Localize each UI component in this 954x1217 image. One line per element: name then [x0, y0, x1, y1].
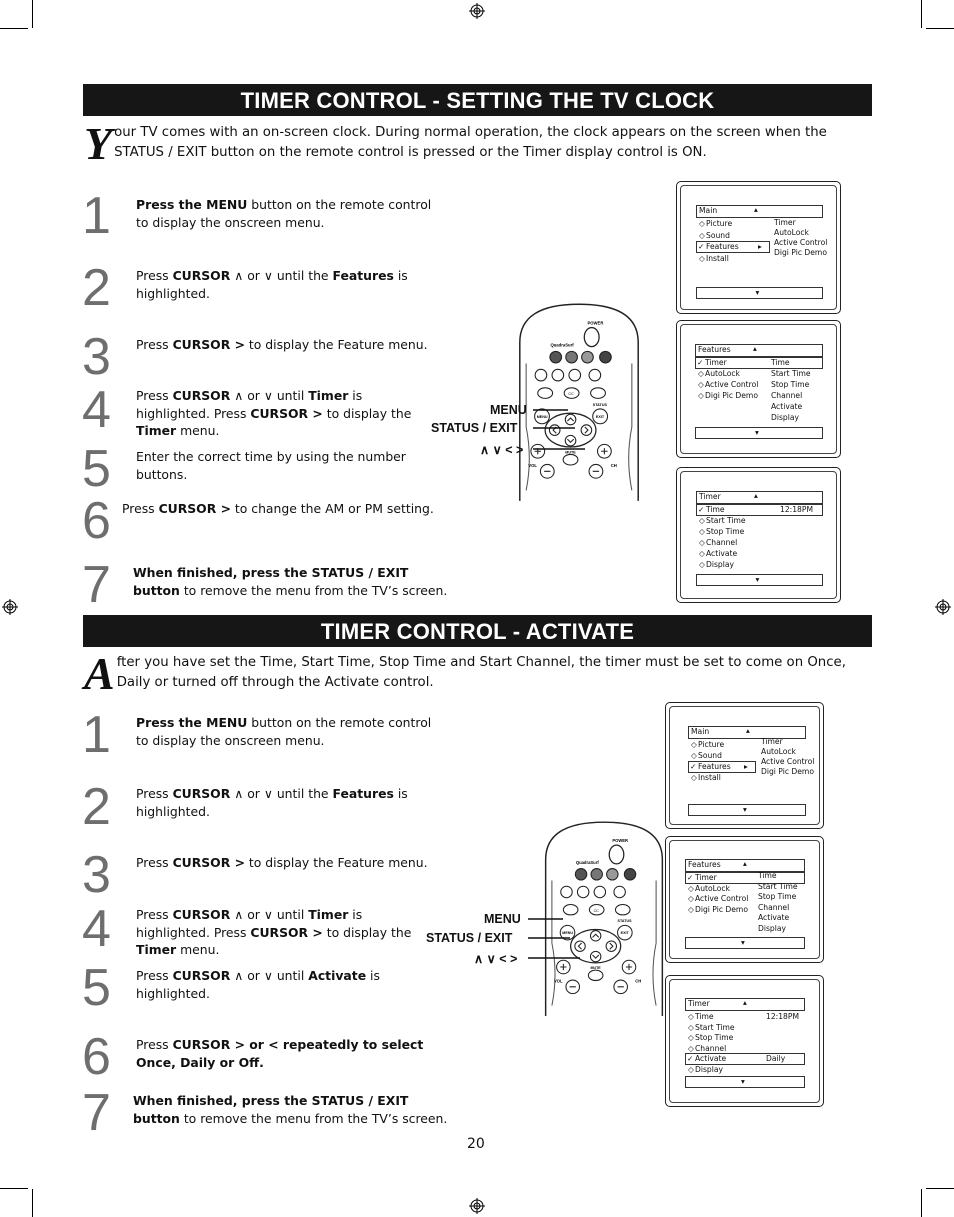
function-button [552, 369, 564, 381]
menu-item: Start Time [695, 1022, 735, 1032]
tv-screen-timer1 [676, 467, 841, 603]
menu-item: Features [706, 242, 739, 251]
scroll-down-icon: ▾ [741, 1077, 745, 1086]
scroll-up-icon: ▴ [754, 205, 758, 214]
step-text [136, 196, 441, 231]
step-text-part: to change the AM or PM setting. [230, 501, 434, 516]
step-number: 1 [82, 187, 111, 245]
bullet-icon: ◇ [699, 538, 705, 547]
ch-label: CH [610, 463, 617, 469]
step-text-part: is highlighted. Press [136, 388, 363, 421]
submenu-arrow-icon: ▸ [744, 762, 748, 771]
step-text [136, 967, 421, 1002]
crop-mark [926, 28, 954, 29]
scroll-down-icon: ▾ [755, 575, 760, 584]
menu-item: Display [695, 1065, 723, 1074]
menu-header: Features [698, 345, 731, 354]
function-button [535, 369, 547, 381]
menu-header: Main [691, 727, 710, 736]
step-text-part: Press [136, 268, 173, 283]
bullet-icon: ◇ [688, 1065, 694, 1074]
step-text-part: to display the [322, 924, 412, 940]
step-text-part: Timer [136, 423, 177, 438]
step-text-part: Timer [136, 942, 177, 957]
submenu-item: Channel [771, 391, 803, 400]
step-text [136, 387, 421, 440]
step-text [136, 714, 441, 749]
function-button [577, 886, 588, 897]
menu-item: AutoLock [695, 883, 730, 893]
submenu-item: Channel [758, 902, 790, 912]
mute-button [588, 970, 603, 980]
menu-item: Timer [705, 358, 727, 367]
menu-item: Time [706, 505, 725, 514]
crop-mark [32, 0, 33, 28]
menu-header: Features [688, 860, 721, 869]
menu-footer-bar [688, 804, 806, 816]
bullet-icon: ◇ [699, 549, 705, 558]
menu-item: Install [698, 773, 721, 782]
bullet-icon: ◇ [699, 253, 705, 263]
submenu-item: Stop Time [771, 380, 810, 389]
step-number: 6 [82, 492, 111, 550]
remote-body [520, 304, 638, 501]
submenu-item: AutoLock [761, 747, 796, 756]
registration-mark-icon [469, 3, 485, 19]
step-number: 5 [82, 959, 111, 1017]
registration-mark-icon [2, 599, 18, 615]
cursor-button [581, 425, 592, 436]
tv-screen-timer2 [665, 975, 824, 1107]
step-number: 7 [82, 556, 111, 614]
section-title-activate: TIMER CONTROL - ACTIVATE [83, 615, 872, 647]
step-text-part: Press [136, 337, 173, 352]
check-icon: ✓ [698, 505, 705, 514]
vol-label: VOL [553, 978, 563, 984]
step-text-part: Press [136, 907, 173, 922]
registration-mark-icon [469, 1198, 485, 1214]
step-text-part: ∧ or ∨ until [230, 907, 309, 922]
submenu-item: Active Control [774, 238, 828, 247]
menu-value: 12:18PM [780, 505, 814, 514]
step-number: 2 [82, 259, 111, 317]
step-text-part: Activate [308, 968, 367, 983]
menu-item: Features [698, 762, 731, 771]
crop-mark [32, 1189, 33, 1217]
crop-mark [926, 1188, 954, 1189]
color-button [575, 869, 586, 880]
crop-mark [0, 1188, 28, 1189]
menu-item: Stop Time [706, 527, 745, 536]
registration-mark-icon [935, 599, 951, 615]
step-text-part: is highlighted. [136, 786, 408, 819]
step-text-part: ∧ or ∨ until the [230, 786, 333, 801]
bullet-icon: ◇ [691, 740, 697, 749]
bullet-icon: ◇ [699, 219, 705, 228]
status-label: STATUS [617, 919, 632, 924]
menu-footer-bar [685, 937, 805, 949]
callout-status-exit: STATUS / EXIT [426, 931, 513, 945]
cursor-button [606, 941, 616, 951]
function-button [594, 886, 605, 897]
menu-item: Digi Pic Demo [695, 905, 748, 915]
step-text [136, 906, 421, 959]
color-button [591, 869, 602, 880]
menu-item: Stop Time [695, 1033, 734, 1043]
step-text-part: CURSOR [172, 786, 231, 801]
step-text-part: is highlighted. [136, 268, 408, 301]
cursor-button [575, 941, 585, 951]
crop-mark [921, 0, 922, 28]
step-text-part: Press [136, 855, 173, 870]
scroll-up-icon: ▴ [746, 726, 750, 735]
step-text-part: Press [136, 968, 173, 983]
menu-header: Timer [688, 999, 710, 1008]
scroll-down-icon: ▾ [755, 288, 760, 297]
callout-cursor: ∧ ∨ < > [474, 952, 518, 966]
menu-item: Install [706, 253, 729, 263]
menu-footer-bar [695, 427, 823, 439]
step-text-part: Timer [308, 388, 349, 403]
bullet-icon: ◇ [691, 773, 697, 782]
menu-item: Display [706, 560, 734, 569]
step-text-part: button on the remote control to display the onscreen menu. [136, 197, 432, 230]
menu-item: Activate [706, 549, 738, 558]
step-text-part: to display the Feature menu. [244, 855, 428, 870]
menu-value: Daily [766, 1054, 786, 1064]
step-text-part: to display the [322, 405, 412, 421]
bullet-icon: ◇ [691, 751, 697, 760]
menu-item: Activate [695, 1054, 727, 1064]
menu-item: Timer [695, 873, 717, 882]
menu-item: Picture [698, 740, 725, 749]
menu-item: Active Control [695, 894, 749, 904]
step-number: 7 [82, 1084, 111, 1142]
scroll-up-icon: ▴ [743, 998, 747, 1007]
step-text-part: CURSOR [172, 388, 231, 403]
step-text-part: Press the MENU [136, 197, 248, 212]
step-text-part: Press [136, 1037, 173, 1052]
callout-menu: MENU [490, 403, 527, 417]
menu-footer-bar [696, 287, 823, 299]
step-text [136, 267, 426, 302]
submenu-item: Activate [771, 402, 803, 411]
callout-menu: MENU [484, 912, 521, 926]
step-text-part: ∧ or ∨ until the [230, 268, 333, 283]
bullet-icon: ◇ [688, 1043, 694, 1053]
bullet-icon: ◇ [688, 894, 694, 904]
step-text-part: Enter the correct time by using the number buttons. [136, 449, 406, 482]
step-text-part: Press [122, 501, 159, 516]
remote-body [546, 822, 663, 1016]
submenu-item: Stop Time [758, 892, 797, 901]
step-text-part: is highlighted. Press [136, 907, 363, 940]
step-text-part: to remove the menu from the TV’s screen. [179, 1110, 448, 1126]
function-button [591, 388, 606, 399]
submenu-item: Time [758, 871, 777, 880]
intro-text: our TV comes with an on-screen clock. During normal operation, the clock appears on the screen when the STATUS / EXIT button on the remote control is pressed or the Timer display control is ON. [114, 125, 827, 160]
remote-control [505, 300, 653, 501]
ch-label: CH [635, 978, 642, 984]
cursor-button [565, 435, 576, 446]
bullet-icon: ◇ [688, 1022, 694, 1032]
menu-item: Active Control [705, 380, 759, 389]
step-number: 3 [82, 846, 111, 904]
step-text-part: Press [136, 388, 173, 403]
bullet-icon: ◇ [698, 369, 704, 378]
tv-screen-main [665, 702, 824, 829]
bullet-icon: ◇ [698, 391, 704, 400]
cursor-button [565, 414, 576, 425]
step-text [136, 785, 426, 820]
step-text-part: to display the Feature menu. [244, 337, 428, 352]
submenu-item: Display [771, 413, 799, 422]
menu-footer-bar [696, 574, 823, 586]
menu-item: Channel [706, 538, 738, 547]
scroll-up-icon: ▴ [754, 491, 758, 500]
menu-header: Main [699, 206, 718, 215]
submenu-item: Timer [774, 218, 796, 227]
cursor-button [549, 425, 560, 436]
submenu-item: Start Time [758, 881, 798, 891]
step-text-part: CURSOR [172, 968, 231, 983]
color-button [566, 351, 578, 363]
exit-button-label: EXIT [620, 931, 629, 936]
menu-item: Picture [706, 219, 733, 228]
intro-activate [84, 648, 876, 699]
step-text-part: is highlighted. [136, 968, 380, 1001]
step-number: 5 [82, 440, 111, 498]
function-button [569, 369, 581, 381]
cc-label: CC [568, 392, 574, 397]
exit-button-label: EXIT [595, 414, 605, 419]
step-text [136, 336, 436, 354]
menu-item: Start Time [706, 516, 746, 525]
step-number: 2 [82, 778, 111, 836]
scroll-up-icon: ▴ [743, 859, 747, 868]
scroll-down-icon: ▾ [741, 938, 745, 947]
bullet-icon: ◇ [688, 1012, 694, 1021]
scroll-up-icon: ▴ [753, 344, 757, 353]
menu-button-label: MENU [536, 414, 548, 419]
menu-item: AutoLock [705, 369, 740, 378]
step-text-part: CURSOR > [158, 501, 231, 516]
bullet-icon: ◇ [688, 905, 694, 915]
step-text [136, 448, 456, 483]
bullet-icon: ◇ [688, 883, 694, 893]
step-text-part: Press [136, 786, 173, 801]
submenu-item: AutoLock [774, 228, 809, 237]
menu-button-label: MENU [562, 931, 574, 936]
step-text-part: Press the MENU [136, 715, 248, 730]
step-number: 4 [82, 900, 111, 958]
step-number: 6 [82, 1028, 111, 1086]
function-button [589, 369, 601, 381]
intro-text: fter you have set the Time, Start Time, Stop Time and Start Channel, the timer must be set to come on Once, Daily or turned off through the Activate control. [116, 655, 846, 690]
tv-screen-main [676, 181, 841, 314]
bullet-icon: ◇ [699, 230, 705, 240]
step-text-part: CURSOR > [172, 337, 245, 352]
step-text [133, 1092, 448, 1127]
submenu-item: Start Time [771, 369, 811, 378]
bullet-icon: ◇ [699, 516, 705, 525]
step-text-part: CURSOR [172, 268, 231, 283]
menu-item: Digi Pic Demo [705, 391, 758, 400]
power-label: POWER [612, 837, 629, 843]
bullet-icon: ◇ [698, 380, 704, 389]
scroll-down-icon: ▾ [755, 428, 759, 437]
step-text [122, 500, 442, 518]
color-button [582, 351, 594, 363]
tv-screen-features [665, 836, 824, 963]
mute-label: MUTE [590, 966, 601, 971]
menu-item: Sound [698, 751, 722, 760]
step-text-part: Features [332, 786, 394, 801]
step-number: 3 [82, 328, 111, 386]
color-button [550, 351, 562, 363]
callout-status-exit: STATUS / EXIT [431, 421, 518, 435]
crop-mark [921, 1189, 922, 1217]
power-label: POWER [587, 320, 604, 326]
color-button [607, 869, 618, 880]
remote-control [531, 818, 677, 1016]
menu-item: Sound [706, 230, 730, 240]
submenu-item: Digi Pic Demo [774, 248, 827, 257]
function-button [614, 886, 625, 897]
mute-button [563, 454, 578, 465]
step-text-part: CURSOR > [172, 855, 245, 870]
submenu-item: Time [771, 358, 790, 367]
cc-label: CC [593, 908, 599, 913]
step-text-part: to remove the menu from the TV’s screen. [179, 582, 448, 598]
step-text-part: When finished, press the STATUS / EXIT button [133, 565, 409, 598]
vol-label: VOL [528, 463, 537, 469]
menu-item: Channel [695, 1043, 727, 1053]
function-button [561, 886, 572, 897]
step-text-part: Features [332, 268, 394, 283]
color-button [600, 351, 612, 363]
step-text-part: ∧ or ∨ until [230, 388, 309, 403]
step-text-part: Timer [308, 907, 349, 922]
drop-cap: A [84, 648, 115, 699]
step-text [133, 564, 448, 599]
menu-footer-bar [685, 1076, 805, 1088]
menu-value: 12:18PM [766, 1012, 800, 1021]
brand-label: QuadraSurf [550, 342, 574, 348]
step-text-part: CURSOR [172, 907, 231, 922]
brand-label: QuadraSurf [575, 859, 599, 865]
check-icon: ✓ [687, 873, 694, 882]
submenu-item: Activate [758, 913, 790, 922]
check-icon: ✓ [687, 1054, 694, 1064]
submenu-item: Digi Pic Demo [761, 767, 814, 776]
submenu-item: Active Control [761, 757, 815, 766]
submenu-item: Timer [761, 737, 783, 746]
crop-mark [0, 28, 28, 29]
scroll-down-icon: ▾ [743, 805, 747, 814]
status-label: STATUS [592, 402, 607, 407]
bullet-icon: ◇ [699, 560, 705, 569]
step-text [136, 854, 436, 872]
color-button [624, 869, 635, 880]
function-button [563, 904, 578, 914]
tv-screen-features [676, 320, 841, 458]
page-number: 20 [467, 1136, 485, 1152]
drop-cap: Y [84, 118, 113, 169]
submenu-item: Display [758, 923, 786, 933]
step-text-part: CURSOR > or < repeatedly to select Once, Daily or Off. [136, 1037, 424, 1070]
step-text-part: When finished, press the STATUS / EXIT button [133, 1093, 409, 1126]
cursor-button [590, 951, 600, 961]
submenu-arrow-icon: ▸ [758, 242, 762, 251]
intro-clock [84, 118, 876, 169]
power-button [584, 328, 599, 347]
step-text-part: ∧ or ∨ until [230, 968, 309, 983]
mute-label: MUTE [565, 450, 576, 455]
check-icon: ✓ [690, 762, 697, 771]
step-text-part: menu. [176, 423, 220, 438]
bullet-icon: ◇ [688, 1033, 694, 1043]
check-icon: ✓ [697, 358, 704, 367]
section-title-clock: TIMER CONTROL - SETTING THE TV CLOCK [83, 84, 872, 116]
bullet-icon: ◇ [699, 527, 705, 536]
callout-cursor: ∧ ∨ < > [480, 443, 524, 457]
step-number: 4 [82, 381, 111, 439]
step-number: 1 [82, 706, 111, 764]
menu-header: Timer [699, 492, 721, 501]
step-text-part: menu. [176, 942, 220, 957]
step-text-part: CURSOR > [250, 405, 323, 421]
check-icon: ✓ [698, 242, 705, 251]
step-text [136, 1036, 436, 1071]
menu-item: Time [695, 1012, 714, 1021]
step-text-part: button on the remote control to display the onscreen menu. [136, 715, 432, 748]
function-button [538, 388, 553, 399]
step-text-part: CURSOR > [250, 924, 323, 940]
power-button [609, 845, 624, 864]
function-button [615, 904, 630, 914]
cursor-button [590, 931, 600, 941]
